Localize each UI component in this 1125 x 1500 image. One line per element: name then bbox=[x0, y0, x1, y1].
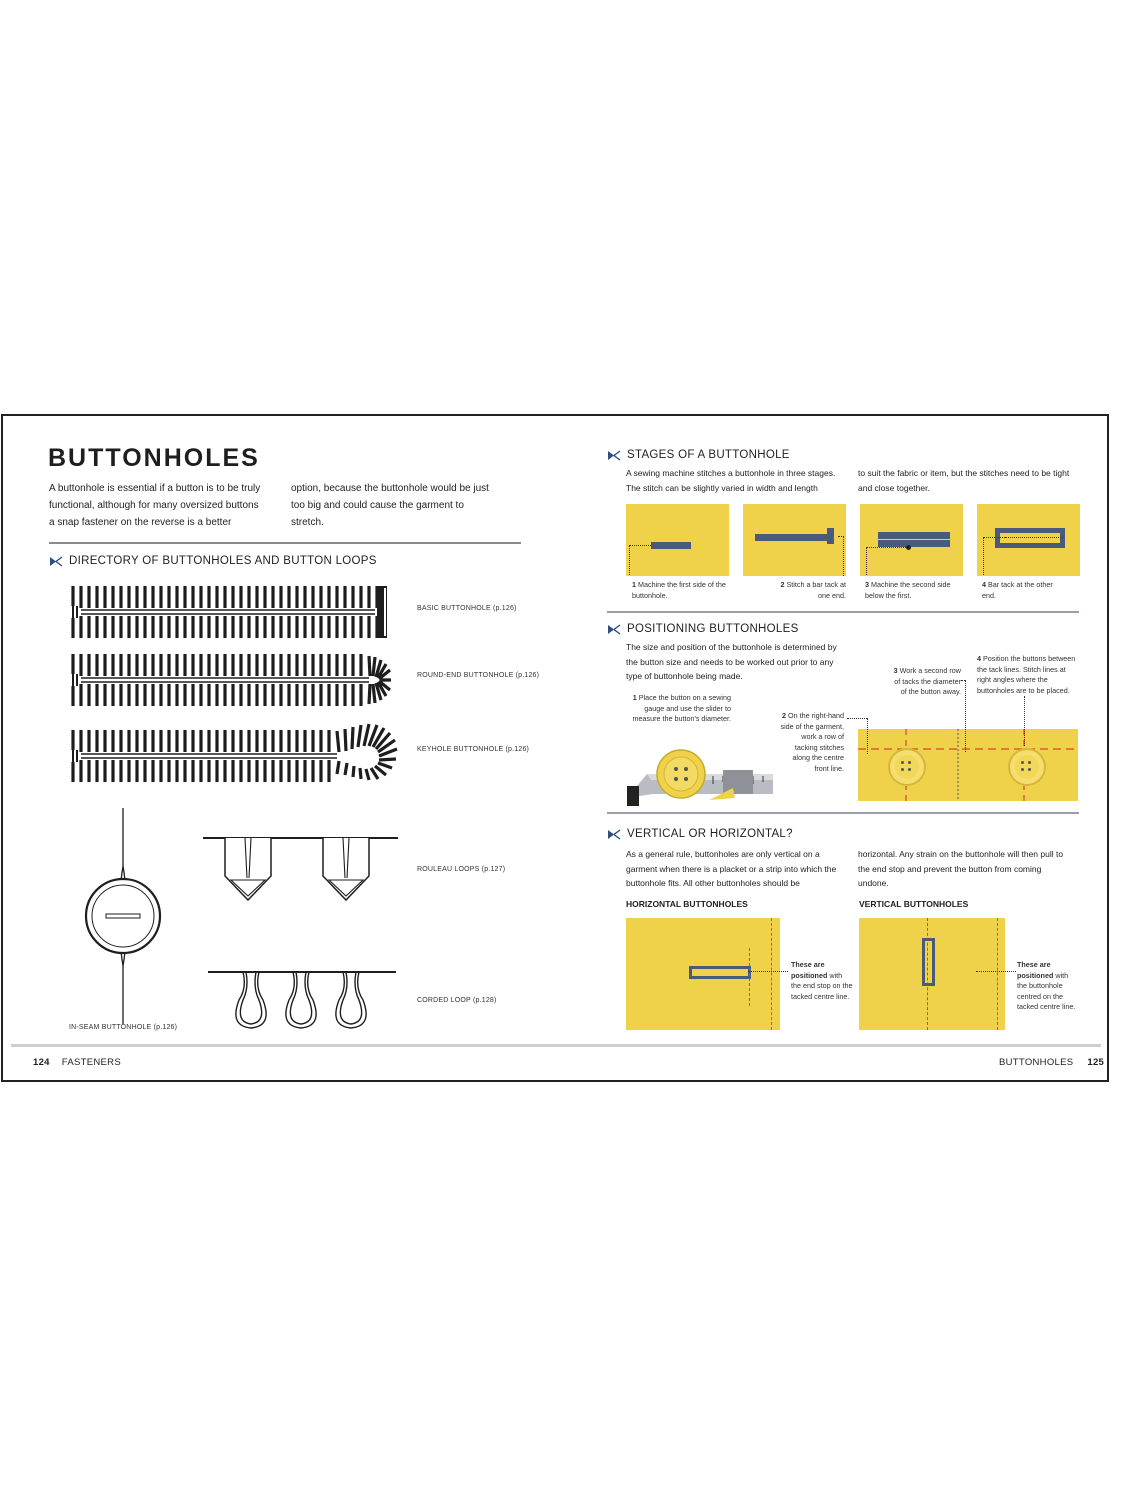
button-2 bbox=[1008, 748, 1046, 786]
divider bbox=[607, 611, 1079, 613]
divider bbox=[607, 812, 1079, 814]
stage-1-photo bbox=[626, 504, 729, 576]
intro-column-2: option, because the buttonhole would be just too big and could cause the garment to stretch. bbox=[291, 483, 489, 528]
directory-heading bbox=[49, 555, 377, 567]
left-footer bbox=[33, 1057, 121, 1068]
stage-2-photo bbox=[743, 504, 846, 576]
in-seam-buttonhole-illustration bbox=[78, 806, 178, 1026]
positioning-text: The size and position of the buttonhole is determined by the button size and needs to be worked out prior to any type of buttonhole being made. bbox=[626, 642, 837, 681]
corded-loop-illustration bbox=[203, 966, 399, 1032]
vertical-buttonhole-photo bbox=[859, 918, 1005, 1030]
button-1 bbox=[888, 748, 926, 786]
positioning-step-4: 4 Position the buttons between the tack lines. Stitch lines at right angles where the buttonholes are to be placed. bbox=[977, 654, 1076, 695]
right-page-number: 125 bbox=[1087, 1057, 1105, 1068]
stages-heading: STAGES OF A BUTTONHOLE bbox=[607, 449, 790, 461]
positioning-step-1: 1 Place the button on a sewing gauge and use the slider to measure the button's diameter. bbox=[632, 693, 731, 723]
page-title: BUTTONHOLES bbox=[48, 444, 260, 472]
left-footer-section: FASTENERS bbox=[61, 1057, 121, 1068]
vertical-buttonholes-heading: VERTICAL BUTTONHOLES bbox=[859, 899, 969, 909]
vertical-text-col1: As a general rule, buttonholes are only vertical on a garment when there is a placket or a strip into which the buttonhole fits. All other buttonholes should be bbox=[626, 849, 837, 888]
sewing-gauge-photo bbox=[623, 736, 773, 808]
stage-3-photo bbox=[860, 504, 963, 576]
positioning-heading: POSITIONING BUTTONHOLES bbox=[607, 623, 799, 635]
vertical-horizontal-heading: VERTICAL OR HORIZONTAL? bbox=[607, 828, 793, 840]
positioning-step-3: 3 Work a second row of tacks the diameter of the button away. bbox=[893, 666, 961, 696]
rouleau-loops-illustration bbox=[203, 832, 399, 908]
stage-4-photo bbox=[977, 504, 1080, 576]
stage-3-caption: 3 Machine the second side below the first. bbox=[865, 580, 951, 600]
vertical-text-col2: horizontal. Any strain on the buttonhole will then pull to the end stop and prevent the button from coming undone. bbox=[858, 849, 1064, 888]
left-page-number: 124 bbox=[33, 1057, 50, 1068]
stage-2-caption: 2 Stitch a bar tack at one end. bbox=[780, 580, 846, 600]
positioning-step-2: 2 On the right-hand side of the garment, work a row of tacking stitches along the centre front line. bbox=[780, 711, 844, 773]
stages-text-col2: to suit the fabric or item, but the stitches need to be tight and close together. bbox=[858, 468, 1070, 493]
stage-4-caption: 4 Bar tack at the other end. bbox=[982, 580, 1053, 600]
vertical-caption: These are positioned with the buttonhole centred on the tacked centre line. bbox=[1017, 960, 1076, 1011]
horizontal-buttonholes-heading: HORIZONTAL BUTTONHOLES bbox=[626, 899, 748, 909]
right-footer-section: BUTTONHOLES bbox=[999, 1057, 1074, 1068]
scissors-bow-icon bbox=[49, 556, 63, 567]
stages-text-col1: A sewing machine stitches a buttonhole in three stages. The stitch can be slightly varied in width and length bbox=[626, 468, 836, 493]
footer-rule bbox=[11, 1044, 1101, 1047]
keyhole-buttonhole-illustration bbox=[69, 722, 419, 792]
stage-1-caption: 1 Machine the first side of the buttonhole. bbox=[632, 580, 726, 600]
scissors-bow-icon bbox=[607, 624, 621, 635]
corded-loop-label: CORDED LOOP (p.128) bbox=[417, 997, 497, 1004]
basic-buttonhole-label: BASIC BUTTONHOLE (p.126) bbox=[417, 605, 517, 612]
directory-heading-text: DIRECTORY OF BUTTONHOLES AND BUTTON LOOPS bbox=[69, 555, 377, 567]
keyhole-buttonhole-label: KEYHOLE BUTTONHOLE (p.126) bbox=[417, 746, 530, 753]
horizontal-buttonhole-photo bbox=[626, 918, 780, 1030]
scissors-bow-icon bbox=[607, 450, 621, 461]
round-end-buttonhole-label: ROUND-END BUTTONHOLE (p.126) bbox=[417, 672, 540, 679]
positioning-fabric-photo bbox=[858, 729, 1078, 801]
intro-column-1: A buttonhole is essential if a button is to be truly functional, although for many oversized buttons a snap fastener on the reverse is a better bbox=[49, 483, 261, 528]
rouleau-loops-label: ROULEAU LOOPS (p.127) bbox=[417, 866, 506, 873]
basic-buttonhole-illustration bbox=[69, 586, 399, 638]
horizontal-caption: These are positioned with the end stop on the tacked centre line. bbox=[791, 960, 853, 1001]
round-end-buttonhole-illustration bbox=[69, 654, 409, 706]
divider bbox=[49, 542, 521, 544]
book-spread bbox=[1, 414, 1109, 1082]
scissors-bow-icon bbox=[607, 829, 621, 840]
right-footer bbox=[999, 1057, 1104, 1068]
in-seam-buttonhole-label: IN-SEAM BUTTONHOLE (p.126) bbox=[69, 1024, 178, 1031]
